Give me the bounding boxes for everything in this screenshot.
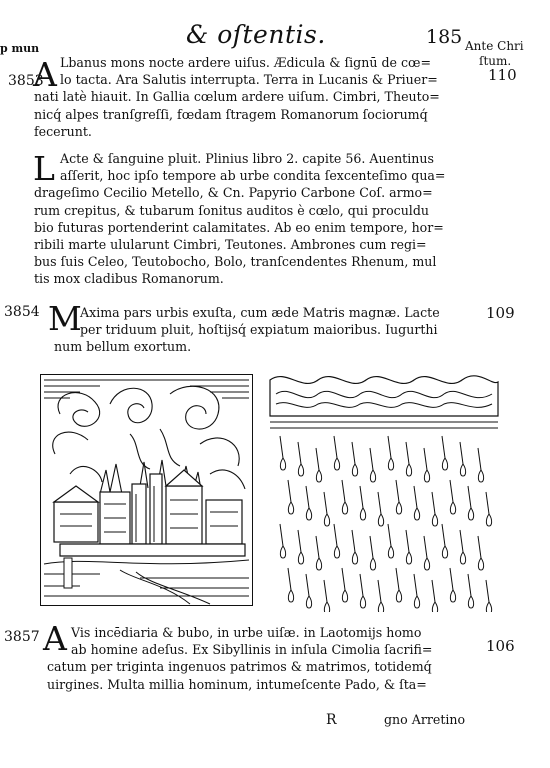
text-line: ab homine adeſus. Ex Sibyllinis in inſula Cimolia ſacrifi= [71,642,433,658]
text-line: fecerunt. [34,123,92,139]
margin-note-stum: ſtum. [479,54,512,68]
text-line: rum crepitus, & tubarum ſonitus auditos è cœlo, qui proculdu [34,202,430,218]
text-line: aſſerit, hoc ipſo tempore ab urbe condita ſexcenteſimo qua= [60,168,446,184]
paragraph-entry-3 [54,304,440,356]
drop-cap: A [33,55,57,94]
catchword: gno Arretino [384,712,466,727]
text-line: Axima pars urbis exuſta, cum æde Matris magnæ. Lacte [80,305,440,320]
margin-number: 109 [486,304,515,322]
paragraph-entry-4 [47,624,433,693]
corner-fragment: p mun [0,42,40,55]
text-line: per triduum pluit, hoſtijsq́ expiatum maioribus. Iugurthi [80,322,438,338]
text-line: nicq́ alpes tranſgreſſi, fœdam ſtragem Romanorum ſociorumq́ [34,106,428,122]
text-line: ribili marte ulularunt Cimbri, Teutones. Ambrones cum regi= [34,237,427,253]
drop-cap: L [33,149,55,188]
rain-from-clouds-woodcut [266,372,502,612]
margin-number-110: 110 [488,66,517,84]
text-line: lo tacta. Ara Salutis interrupta. Terra in Lucanis & Priuer= [60,72,438,88]
year-marker: 3853 [8,73,44,89]
text-line: bus ſuis Celeo, Teutobocho, Bolo, tranſcendentes Rhenum, mul [34,254,437,270]
text-line: num bellum exortum. [54,339,192,355]
text-line: Vis incēdiaria & bubo, in urbe uiſæ. in Laotomijs homo [71,625,422,640]
paragraph-entry-1 [34,54,440,140]
drop-cap: A [43,619,67,658]
text-line: Acte & ſanguine pluit. Plinius libro 2. capite 56. Auentinus [60,151,434,166]
page-number: 185 [426,26,463,48]
signature-mark: R [326,712,337,728]
text-line: Lbanus mons nocte ardere uiſus. Ædicula & ſignū de cœ= [60,55,432,70]
paragraph-entry-2 [34,150,446,288]
running-title: & oſtentis. [186,20,326,49]
text-line: bio futuras portenderint calamitates. Ab eo enim tempore, hor= [34,219,444,235]
drop-cap: M [48,299,82,338]
text-line: nati latè hiauit. In Gallia cœlum ardere uiſum. Cimbri, Theuto= [34,89,440,105]
burning-city-woodcut [40,374,253,606]
text-line: drageſimo Cecilio Metello, & Cn. Papyrio Carbone Coſ. armo= [34,185,433,201]
year-marker: 3854 [4,304,40,320]
margin-number: 106 [486,637,515,655]
year-marker: 3857 [4,629,40,645]
text-line: uirgines. Multa millia hominum, intumeſcente Pado, & ſta= [47,676,427,692]
text-line: tis mox cladibus Romanorum. [34,271,224,287]
text-line: catum per triginta ingenuos patrimos & matrimos, totidemq́ [47,659,432,675]
margin-note-ante-christum: Ante Chri [465,39,524,53]
